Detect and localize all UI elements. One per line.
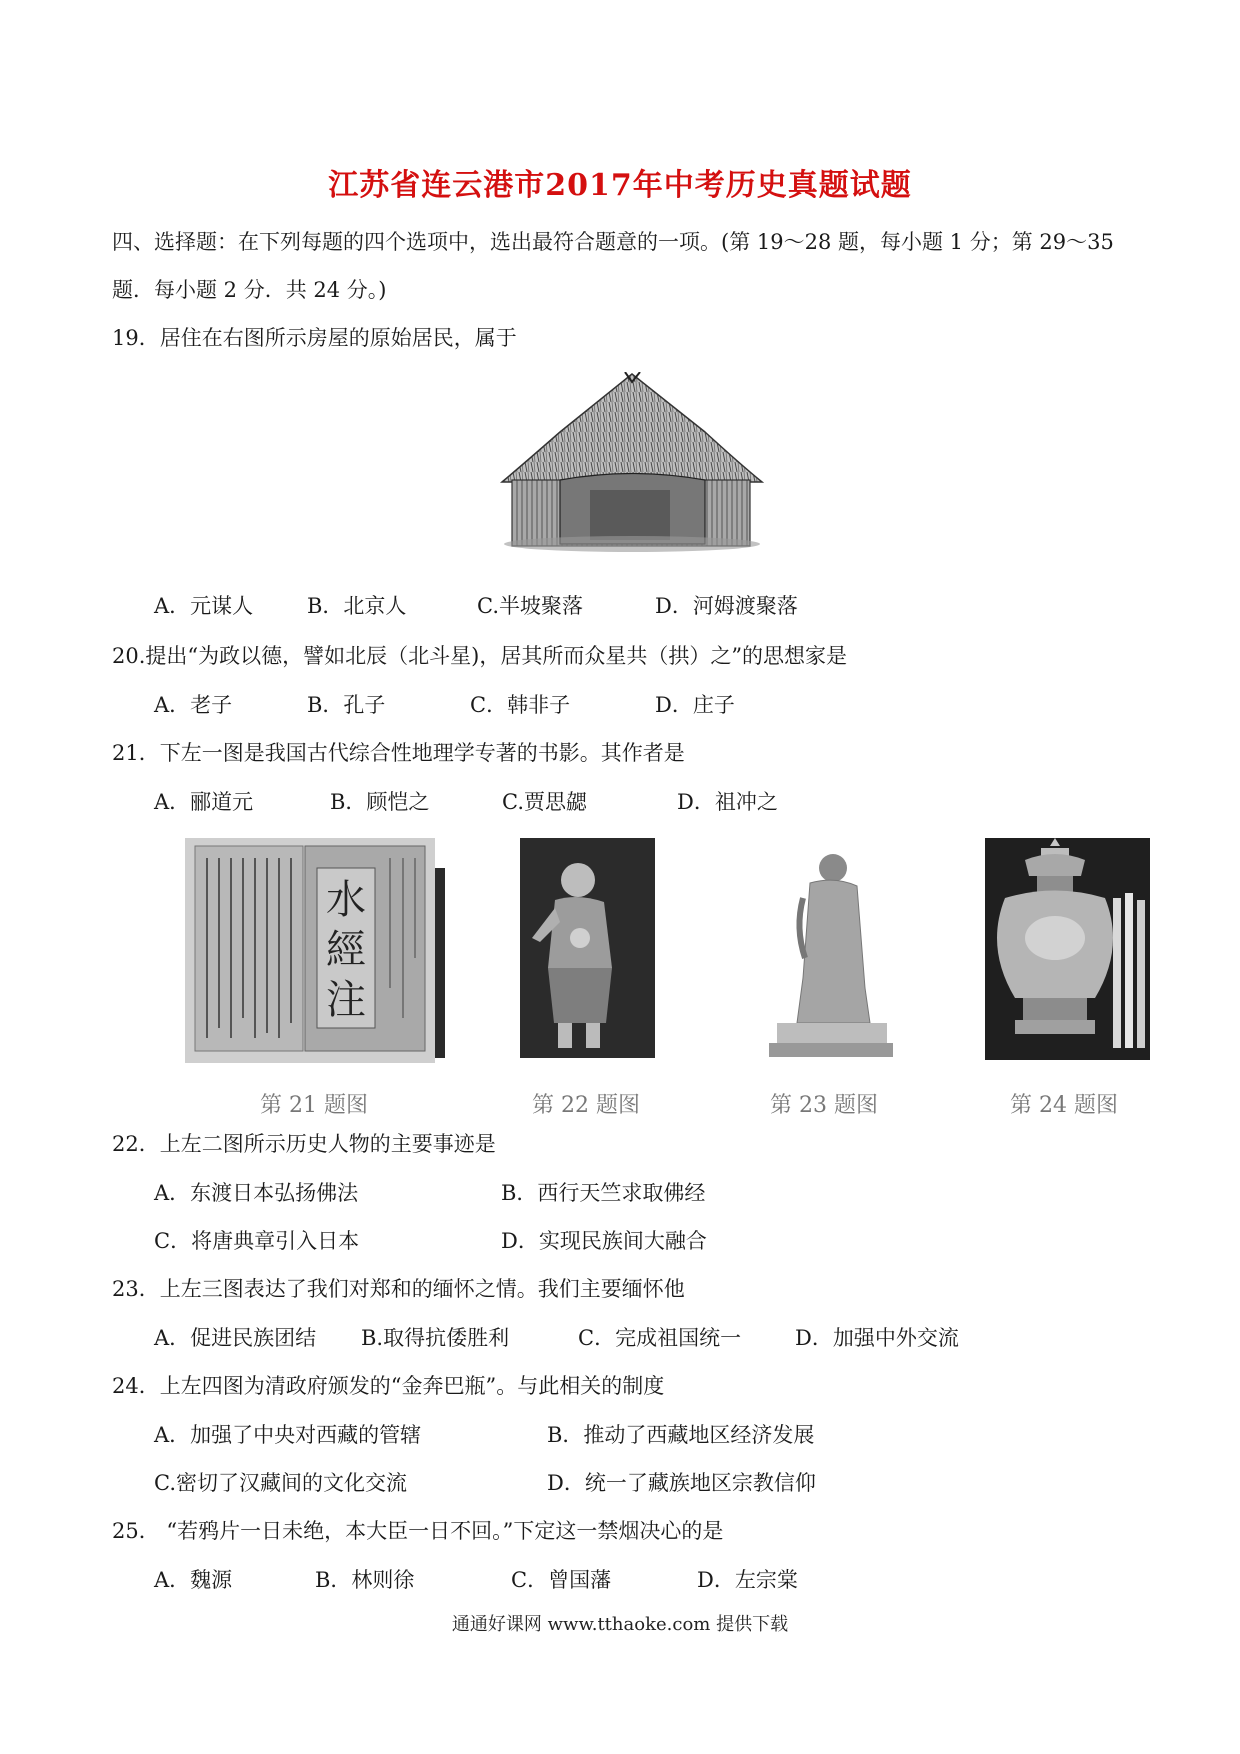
question-21-stem: 21．下左一图是我国古代综合性地理学专著的书影。其作者是: [112, 741, 685, 765]
question-19-stem: 19．居住在右图所示房屋的原始居民，属于: [112, 326, 517, 350]
question-22-option-d: D．实现民族间大融合: [501, 1229, 707, 1253]
book-title-char-3: 注: [326, 977, 366, 1023]
book-title-char-2: 經: [326, 927, 366, 973]
figure-23-statue: [765, 838, 895, 1063]
question-22-option-a: A．东渡日本弘扬佛法: [154, 1181, 359, 1205]
page-title: 江苏省连云港市2017年中考历史真题试题: [328, 168, 912, 203]
figure-21-book: [185, 838, 455, 1078]
question-23-option-b: B.取得抗倭胜利: [361, 1326, 510, 1350]
question-24-option-a: A．加强了中央对西藏的管辖: [154, 1423, 422, 1447]
figure-24-golden-urn: [985, 838, 1150, 1060]
question-19-option-b: B．北京人: [307, 594, 407, 618]
question-23-stem: 23．上左三图表达了我们对郑和的缅怀之情。我们主要缅怀他: [112, 1277, 685, 1301]
question-22-stem: 22．上左二图所示历史人物的主要事迹是: [112, 1132, 496, 1156]
question-24-option-d: D．统一了藏族地区宗教信仰: [547, 1471, 816, 1495]
question-21-option-a: A．郦道元: [154, 790, 254, 814]
question-22-option-b: B．西行天竺求取佛经: [501, 1181, 706, 1205]
question-20-stem: 20.提出“为政以德，譬如北辰（北斗星)，居其所而众星共（拱）之”的思想家是: [112, 644, 848, 668]
question-20-option-c: C．韩非子: [470, 693, 571, 717]
question-19-option-d: D．河姆渡聚落: [655, 594, 798, 618]
section-instructions-line2: 题．每小题 2 分．共 24 分。): [112, 278, 387, 302]
question-20-option-a: A．老子: [154, 693, 233, 717]
question-25-option-b: B．林则徐: [315, 1568, 415, 1592]
question-24-option-b: B．推动了西藏地区经济发展: [547, 1423, 815, 1447]
question-23-option-a: A．促进民族团结: [154, 1326, 317, 1350]
question-23-option-c: C．完成祖国统一: [578, 1326, 742, 1350]
question-19-option-a: A．元谋人: [154, 594, 254, 618]
section-instructions-line1: 四、选择题：在下列每题的四个选项中，选出最符合题意的一项。(第 19～28 题，每小题 1 分；第 29～35: [112, 230, 1114, 254]
question-20-option-b: B．孔子: [307, 693, 386, 717]
question-21-option-b: B．顾恺之: [330, 790, 430, 814]
page-footer: 通通好课网 www.tthaoke.com 提供下载: [451, 1614, 789, 1635]
question-23-option-d: D．加强中外交流: [795, 1326, 959, 1350]
question-22-option-c: C．将唐典章引入日本: [154, 1229, 360, 1253]
question-24-option-c: C.密切了汉藏间的文化交流: [154, 1471, 407, 1495]
figures-row: [175, 838, 1160, 1123]
question-25-option-d: D．左宗棠: [697, 1568, 798, 1592]
figure-21-caption: 第 21 题图: [260, 1093, 368, 1118]
figure-22-statue: [520, 838, 655, 1058]
question-24-stem: 24．上左四图为清政府颁发的“金奔巴瓶”。与此相关的制度: [112, 1374, 665, 1398]
question-21-option-c: C.贾思勰: [502, 790, 587, 814]
question-19-option-c: C.半坡聚落: [477, 594, 583, 618]
figure-23-caption: 第 23 题图: [770, 1093, 878, 1118]
question-25-stem: 25． “若鸦片一日未绝，本大臣一日不回。”下定这一禁烟决心的是: [112, 1519, 724, 1543]
question-25-option-c: C．曾国藩: [511, 1568, 612, 1592]
question-21-option-d: D．祖冲之: [677, 790, 778, 814]
thatched-hut-image: [500, 372, 764, 554]
figure-24-caption: 第 24 题图: [1010, 1093, 1118, 1118]
figure-22-caption: 第 22 题图: [532, 1093, 640, 1118]
book-title-char-1: 水: [326, 877, 366, 923]
question-25-option-a: A．魏源: [154, 1568, 233, 1592]
question-20-option-d: D．庄子: [655, 693, 735, 717]
